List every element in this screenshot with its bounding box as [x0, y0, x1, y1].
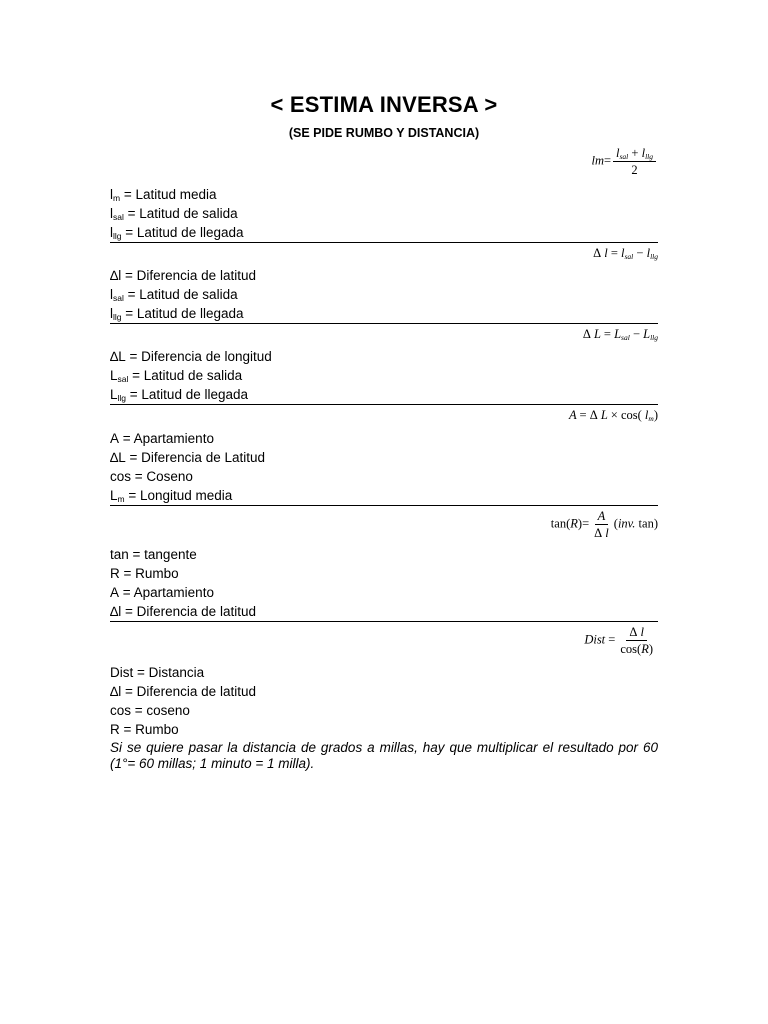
- formula-diferencia-longitud: Δ $L = L_{sal} - L_{llg}$: [582, 327, 658, 342]
- definition-line: cos = Coseno: [110, 469, 193, 484]
- fraction: $\frac{l_{sal} + l_{llg}}{2}$: [613, 146, 656, 177]
- definition-line: cos = coseno: [110, 703, 190, 718]
- definition-line: $L_{llg}$ = Latitud de llegada: [110, 387, 249, 403]
- section-divider: [110, 242, 658, 243]
- definition-line: $L_{sal}$ = Latitud de salida: [110, 368, 243, 384]
- definition-line: A = Apartamiento: [110, 431, 214, 446]
- section-divider: [110, 404, 658, 405]
- definition-line: A = Apartamiento: [110, 585, 214, 600]
- definition-line: $L_m$ = Longitud media: [110, 488, 233, 504]
- definition-line: ∆l = Diferencia de latitud: [110, 684, 256, 699]
- definition-line: $l_{llg}$ = Latitud de llegada: [110, 225, 244, 241]
- definition-line: ∆L = Diferencia de longitud: [110, 349, 272, 364]
- definition-line: ∆l = Diferencia de latitud: [110, 268, 256, 283]
- definition-line: R = Rumbo: [110, 722, 179, 737]
- formula-latitud-media: lm= $\frac{l_{sal} + l_{llg}}{2}$: [110, 146, 658, 177]
- definition-line: ∆L = Diferencia de Latitud: [110, 450, 265, 465]
- formula-rumbo: tan(R)= $\frac{A}{\text{Δ l}}$ (inv. tan): [550, 509, 658, 540]
- formula-apartamiento: A = Δ L × cos( $l_m$): [569, 408, 658, 423]
- section-diferencia-longitud: [110, 347, 658, 404]
- definition-line: $l_m$ = Latitud media: [110, 187, 217, 203]
- fraction: $\frac{\text{Δ l}}{\cos(R)}$: [620, 625, 653, 656]
- formula-diferencia-latitud: Δ $l = l_{sal} - l_{llg}$: [593, 246, 658, 261]
- section-divider: [110, 621, 658, 622]
- section-rumbo: [110, 545, 658, 621]
- formula-distancia: Dist = $\frac{\text{Δ l}}{\cos(R)}$: [110, 625, 658, 656]
- section-latitud-media: [110, 185, 658, 242]
- definition-line: tan = tangente: [110, 547, 197, 562]
- definition-line: R = Rumbo: [110, 566, 179, 581]
- definition-line: $l_{llg}$ = Latitud de llegada: [110, 306, 244, 322]
- page-title: < ESTIMA INVERSA >: [270, 92, 498, 117]
- section-diferencia-latitud: [110, 266, 658, 323]
- definition-line: Dist = Distancia: [110, 665, 205, 680]
- conversion-note: Si se quiere pasar la distancia de grados a millas, hay que multiplicar el resultado por 60 (1°= 60 millas; 1 minuto = 1 milla).: [110, 740, 658, 771]
- page-subtitle: (SE PIDE RUMBO Y DISTANCIA): [288, 126, 480, 140]
- section-divider: [110, 323, 658, 324]
- section-divider: [110, 505, 658, 506]
- section-apartamiento: [110, 429, 658, 505]
- section-distancia: [110, 663, 658, 739]
- definition-line: $l_{sal}$ = Latitud de salida: [110, 206, 238, 222]
- fraction: $\frac{A}{\text{Δ l}}$: [594, 509, 609, 540]
- definition-line: $l_{sal}$ = Latitud de salida: [110, 287, 238, 303]
- definition-line: ∆l = Diferencia de latitud: [110, 604, 256, 619]
